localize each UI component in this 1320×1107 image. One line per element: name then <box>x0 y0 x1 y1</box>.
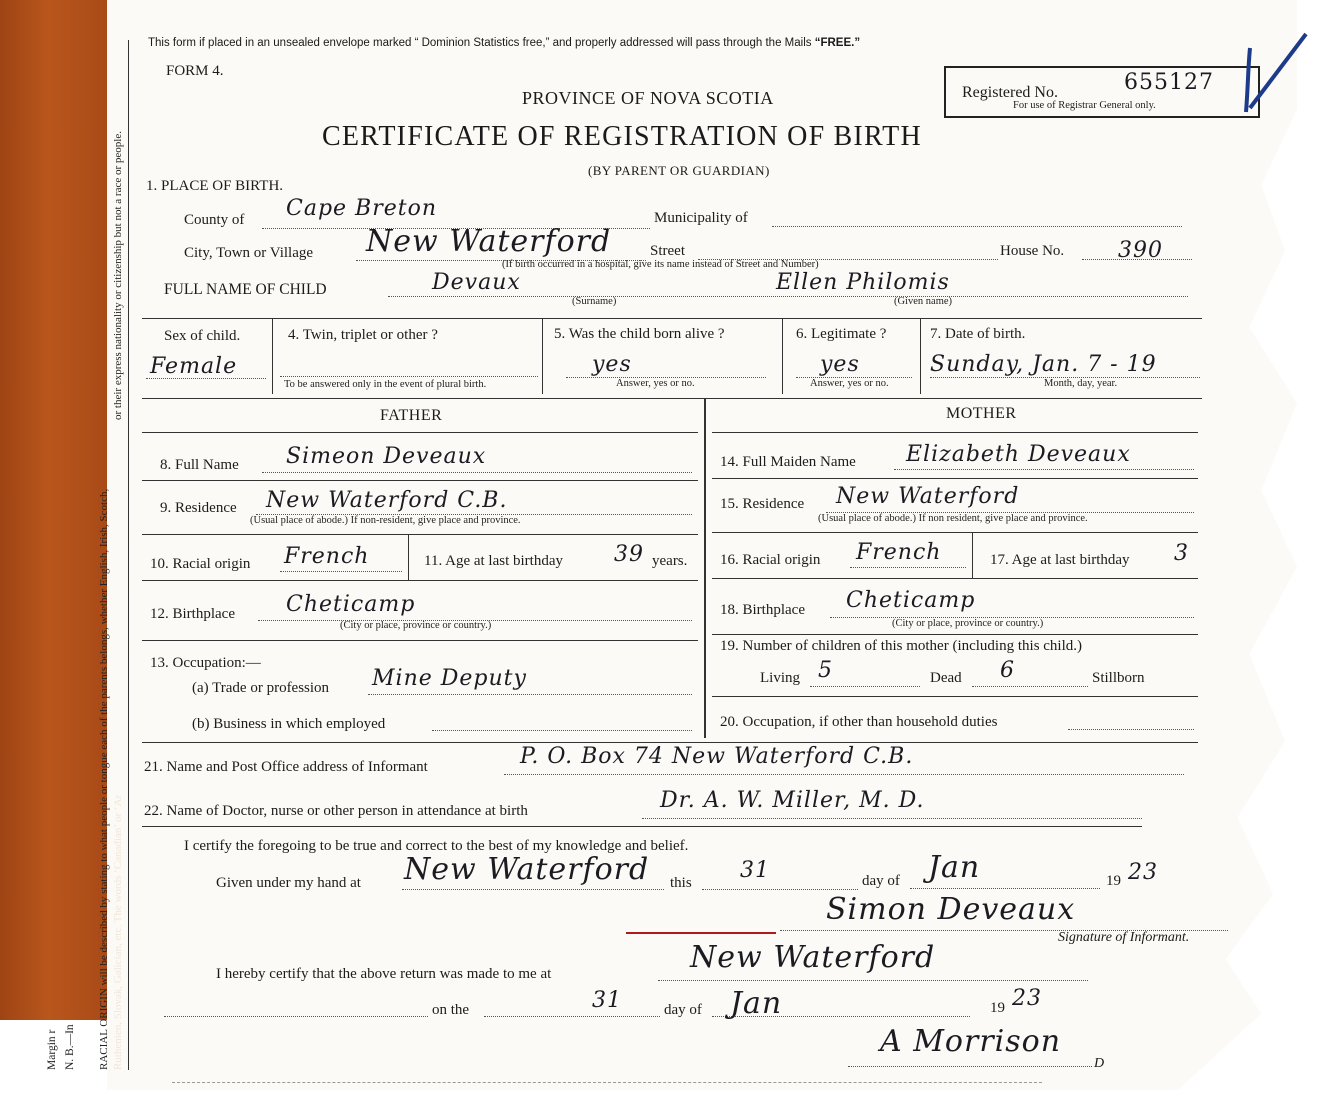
registrar-statement: I hereby certify that the above return was made to me at <box>216 966 552 982</box>
mother-row5-line <box>712 696 1198 697</box>
alive-value: yes <box>592 352 632 377</box>
informant-line <box>504 774 1184 775</box>
father-racial-value: French <box>284 544 370 569</box>
registrar-note: For use of Registrar General only. <box>1013 100 1156 111</box>
street-note: (If birth occurred in a hospital, give its name instead of Street and Number) <box>502 259 819 270</box>
mother-occupation-label: 20. Occupation, if other than household duties <box>720 714 998 730</box>
province-title: PROVINCE OF NOVA SCOTIA <box>522 88 774 108</box>
dayof-label: day of <box>862 873 900 889</box>
given-place-line <box>402 889 664 890</box>
father-trade-label: (a) Trade or profession <box>192 680 330 696</box>
sex-value: Female <box>150 354 238 379</box>
stillborn-label: Stillborn <box>1092 670 1145 686</box>
father-racial-label: 10. Racial origin <box>150 556 251 572</box>
county-value: Cape Breton <box>286 196 438 221</box>
col-div-2 <box>542 318 543 394</box>
year-prefix: 19 <box>1106 873 1121 889</box>
year2-value: 23 <box>1012 986 1042 1011</box>
year2-prefix: 19 <box>990 1000 1005 1016</box>
mother-heading: MOTHER <box>946 405 1017 422</box>
child-name-line <box>388 296 1188 297</box>
this-value: 31 <box>740 858 770 883</box>
mother-birthplace-value: Cheticamp <box>846 588 976 613</box>
blue-check-mark <box>1240 28 1310 118</box>
father-trade-line <box>368 694 692 695</box>
father-head-line <box>142 432 698 433</box>
mother-birthplace-label: 18. Birthplace <box>720 602 805 618</box>
mother-racial-line <box>850 567 966 568</box>
mail-notice: This form if placed in an unsealed envelope marked “ Dominion Statistics free,” and properly addressed will pass through the Mails “FREE.” <box>148 37 861 49</box>
father-business-label: (b) Business in which employed <box>192 716 386 732</box>
legit-value: yes <box>820 352 860 377</box>
given-place-value: New Waterford <box>404 852 650 887</box>
certificate-title: CERTIFICATE OF REGISTRATION OF BIRTH <box>322 121 922 152</box>
city-label: City, Town or Village <box>184 245 314 261</box>
father-racial-divider <box>408 534 409 580</box>
this-line <box>702 889 858 890</box>
alive-note: Answer, yes or no. <box>616 378 695 389</box>
on-the-prefix-line <box>164 1016 428 1017</box>
mother-residence-label: 15. Residence <box>720 496 805 512</box>
side-note-nationality: or their express nationality or citizenship but not a race or people. <box>112 131 124 420</box>
mother-row2-line <box>712 532 1198 533</box>
registrar-signature: A Morrison <box>880 1024 1062 1059</box>
on-the-label: on the <box>432 1002 470 1018</box>
street-label: Street <box>650 243 685 259</box>
place-heading: 1. PLACE OF BIRTH. <box>146 178 284 194</box>
informant-label: 21. Name and Post Office address of Informant <box>144 759 428 775</box>
mother-racial-value: French <box>856 540 942 565</box>
house-label: House No. <box>1000 243 1065 259</box>
living-value: 5 <box>818 658 833 683</box>
parents-divider <box>704 398 706 738</box>
father-business-line <box>432 730 692 731</box>
father-age-label: 11. Age at last birthday <box>424 553 563 569</box>
informant-value: P. O. Box 74 New Waterford C.B. <box>520 744 914 769</box>
father-birthplace-note: (City or place, province or country.) <box>340 620 492 631</box>
doctor-line <box>642 818 1142 819</box>
dob-value: Sunday, Jan. 7 - 19 <box>930 352 1157 377</box>
legit-label: 6. Legitimate ? <box>796 326 887 342</box>
given-caption: (Given name) <box>894 296 953 307</box>
doctor-label: 22. Name of Doctor, nurse or other person in attendance at birth <box>144 803 528 819</box>
informant-signature: Simon Deveaux <box>826 892 1076 927</box>
father-racial-line <box>280 571 402 572</box>
mother-name-value: Elizabeth Deveaux <box>906 442 1131 467</box>
father-trade-value: Mine Deputy <box>372 666 527 691</box>
surname-caption: (Surname) <box>572 296 617 307</box>
dead-line <box>972 686 1088 687</box>
certify-statement: I certify the foregoing to be true and correct to the best of my knowledge and belief. <box>184 838 689 854</box>
father-row1-line <box>142 480 698 481</box>
twin-line <box>280 376 538 377</box>
row-top-line <box>142 318 1202 319</box>
child-name-label: FULL NAME OF CHILD <box>164 281 327 298</box>
alive-label: 5. Was the child born alive ? <box>554 326 725 342</box>
parents-top-line <box>142 398 1202 399</box>
on-the-line <box>484 1016 660 1017</box>
registrar-caption: D <box>1094 1056 1105 1071</box>
child-surname: Devaux <box>432 270 521 295</box>
mother-children-label: 19. Number of children of this mother (including this child.) <box>720 638 1083 654</box>
form-number: FORM 4. <box>166 63 224 79</box>
mother-row4-line <box>712 634 1198 635</box>
dead-label: Dead <box>930 670 962 686</box>
county-label: County of <box>184 212 245 228</box>
municipality-line <box>772 226 1182 227</box>
dayof-value: Jan <box>928 850 981 885</box>
registrar-place-line <box>658 980 1088 981</box>
certificate-subtitle: (BY PARENT OR GUARDIAN) <box>588 163 770 178</box>
father-row2-line <box>142 534 698 535</box>
side-note-1: Margin r <box>46 1029 58 1070</box>
registered-label: Registered No. <box>962 84 1058 101</box>
father-row4-line <box>142 640 698 641</box>
living-label: Living <box>760 670 800 686</box>
father-residence-note: (Usual place of abode.) If non-resident, give place and province. <box>250 515 521 526</box>
mother-birthplace-note: (City or place, province or country.) <box>892 618 1044 629</box>
house-value: 390 <box>1118 238 1163 263</box>
side-note-racial: RACIAL ORIGIN will be described by stating to what people or tongue each of the parents belongs, whether English, Irish, Scotch, <box>98 488 110 1070</box>
sex-label: Sex of child. <box>164 328 241 344</box>
father-birthplace-value: Cheticamp <box>286 592 416 617</box>
dayof2-value: Jan <box>730 986 783 1021</box>
mother-age-value: 3 <box>1174 541 1189 566</box>
col-div-3 <box>782 318 783 394</box>
registered-value: 655127 <box>1124 70 1214 95</box>
signature-caption: Signature of Informant. <box>1058 930 1190 945</box>
father-name-value: Simeon Deveaux <box>286 444 487 469</box>
col-div-1 <box>272 318 273 394</box>
father-age-unit: years. <box>652 553 688 569</box>
mother-racial-divider <box>972 532 973 578</box>
col-div-4 <box>920 318 921 394</box>
this-label: this <box>670 875 692 891</box>
father-row3-line <box>142 580 698 581</box>
mother-head-line <box>712 432 1198 433</box>
doctor-value: Dr. A. W. Miller, M. D. <box>660 788 925 813</box>
mother-residence-value: New Waterford <box>836 484 1020 509</box>
father-birthplace-label: 12. Birthplace <box>150 606 235 622</box>
father-name-label: 8. Full Name <box>160 457 239 473</box>
mother-row1-line <box>712 478 1198 479</box>
registrar-place: New Waterford <box>690 940 936 975</box>
father-age-value: 39 <box>614 542 644 567</box>
father-residence-label: 9. Residence <box>160 500 237 516</box>
registrar-signature-line <box>848 1066 1092 1067</box>
dob-note: Month, day, year. <box>1044 378 1118 389</box>
mother-racial-label: 16. Racial origin <box>720 552 821 568</box>
dob-label: 7. Date of birth. <box>930 326 1026 342</box>
red-signature-line <box>626 932 776 934</box>
informant-top-line <box>142 742 1198 743</box>
mother-name-line <box>894 469 1194 470</box>
father-name-line <box>262 472 692 473</box>
living-line <box>810 686 920 687</box>
on-the-value: 31 <box>592 988 622 1013</box>
mother-row3-line <box>712 578 1198 579</box>
mother-name-label: 14. Full Maiden Name <box>720 454 856 470</box>
municipality-label: Municipality of <box>654 210 748 226</box>
father-residence-value: New Waterford C.B. <box>266 488 508 513</box>
father-occupation-label: 13. Occupation:— <box>150 655 261 671</box>
binding-strip <box>0 0 107 1020</box>
mother-residence-note: (Usual place of abode.) If non resident, give place and province. <box>818 513 1088 524</box>
mother-occupation-line <box>1068 729 1194 730</box>
legit-note: Answer, yes or no. <box>810 378 889 389</box>
dayof2-label: day of <box>664 1002 702 1018</box>
year-value: 23 <box>1128 860 1158 885</box>
doctor-bottom-line <box>142 826 1142 827</box>
bottom-dotted-line <box>172 1082 1042 1083</box>
city-value: New Waterford <box>366 224 612 259</box>
dayof-line <box>910 888 1100 889</box>
dead-value: 6 <box>1000 658 1015 683</box>
left-border <box>128 40 129 1070</box>
side-note-ruthenien: Ruthenien, Slovak, Galician, etc. The words ‘Canadian’ or ‘Ar <box>112 794 124 1070</box>
twin-label: 4. Twin, triplet or other ? <box>288 327 438 343</box>
mother-age-label: 17. Age at last birthday <box>990 552 1130 568</box>
side-note-2: N. B.—In <box>64 1024 76 1070</box>
father-heading: FATHER <box>380 407 443 424</box>
twin-note: To be answered only in the event of plural birth. <box>284 379 487 390</box>
sex-line <box>146 378 266 379</box>
given-label: Given under my hand at <box>216 875 361 891</box>
child-given-name: Ellen Philomis <box>776 270 950 295</box>
